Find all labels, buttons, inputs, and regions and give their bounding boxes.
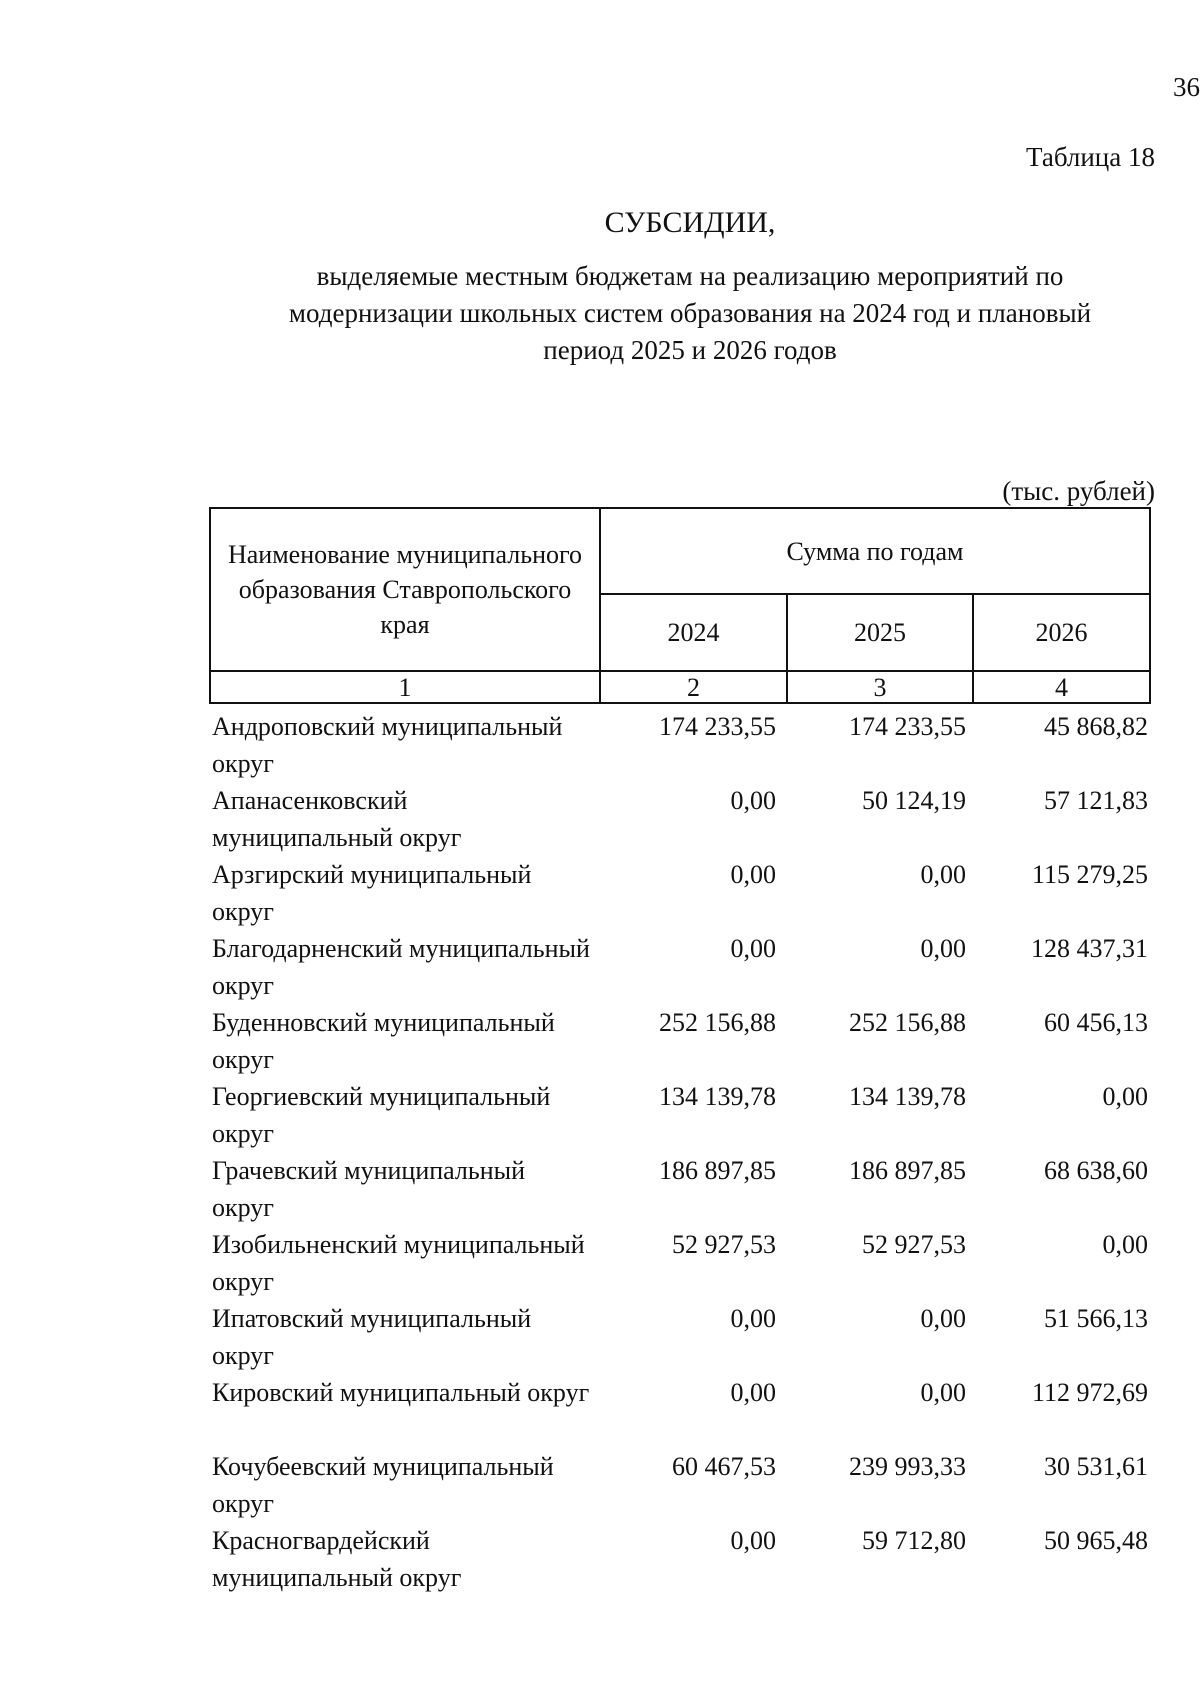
table-row bbox=[0, 704, 1200, 778]
subtitle-line-2: модернизации школьных систем образования на 2024 год и плановый bbox=[288, 298, 1092, 328]
municipality-name: Андроповский муниципальный округ bbox=[212, 712, 563, 778]
municipality-name: Георгиевский муниципальный округ bbox=[212, 1082, 551, 1148]
table-row bbox=[0, 852, 1200, 926]
municipality-name: Изобильненский муниципальный округ bbox=[212, 1230, 585, 1296]
column-number-3: 3 bbox=[873, 672, 887, 702]
table-row bbox=[0, 1148, 1200, 1222]
value-2026: 128 437,31 bbox=[1031, 934, 1148, 963]
table-row bbox=[0, 1222, 1200, 1296]
value-2024: 174 233,55 bbox=[659, 712, 776, 741]
table-body bbox=[0, 704, 1200, 1592]
value-2026: 0,00 bbox=[1102, 1230, 1148, 1259]
municipality-name: Ипатовский муниципальный округ bbox=[212, 1304, 532, 1370]
header-year-2026: 2026 bbox=[1035, 618, 1088, 647]
value-2024: 0,00 bbox=[730, 786, 776, 815]
value-2025: 0,00 bbox=[920, 1304, 966, 1333]
header-year-2024: 2024 bbox=[667, 618, 720, 647]
units-label: (тыс. рублей) bbox=[1002, 476, 1155, 506]
header-year-2025: 2025 bbox=[854, 618, 906, 647]
table-row bbox=[0, 1444, 1200, 1518]
document-subtitle bbox=[230, 258, 1150, 369]
value-2026: 60 456,13 bbox=[1044, 1008, 1148, 1037]
value-2025: 239 993,33 bbox=[849, 1452, 966, 1481]
value-2026: 68 638,60 bbox=[1044, 1156, 1148, 1185]
municipality-name: Кочубеевский муниципальный округ bbox=[212, 1452, 554, 1518]
value-2024: 0,00 bbox=[730, 1526, 776, 1555]
table-row bbox=[0, 1518, 1200, 1592]
subtitle-line-3: период 2025 и 2026 годов bbox=[543, 335, 837, 365]
value-2025: 186 897,85 bbox=[849, 1156, 966, 1185]
value-2024: 60 467,53 bbox=[672, 1452, 776, 1481]
table-row bbox=[0, 1074, 1200, 1148]
value-2024: 0,00 bbox=[730, 1304, 776, 1333]
value-2026: 45 868,82 bbox=[1044, 712, 1148, 741]
value-2026: 115 279,25 bbox=[1031, 860, 1148, 889]
column-number-2: 2 bbox=[687, 672, 700, 702]
value-2025: 134 139,78 bbox=[849, 1082, 966, 1111]
value-2024: 134 139,78 bbox=[659, 1082, 776, 1111]
municipality-name: Арзгирский муниципальный округ bbox=[212, 860, 532, 926]
value-2025: 52 927,53 bbox=[862, 1230, 966, 1259]
header-sum-by-years: Сумма по годам bbox=[786, 536, 964, 566]
table-row bbox=[0, 1000, 1200, 1074]
subtitle-line-1: выделяемые местным бюджетам на реализацию мероприятий по bbox=[316, 261, 1064, 291]
document-title: СУБСИДИИ, bbox=[604, 206, 776, 239]
table-row bbox=[0, 926, 1200, 1000]
value-2024: 252 156,88 bbox=[659, 1008, 776, 1037]
value-2026: 30 531,61 bbox=[1044, 1452, 1148, 1481]
value-2025: 0,00 bbox=[920, 860, 966, 889]
value-2025: 50 124,19 bbox=[862, 786, 966, 815]
municipality-name: Грачевский муниципальный округ bbox=[212, 1156, 526, 1222]
municipality-name: Апанасенковский муниципальный округ bbox=[212, 786, 462, 852]
value-2025: 59 712,80 bbox=[862, 1526, 966, 1555]
value-2026: 50 965,48 bbox=[1044, 1526, 1148, 1555]
table-label: Таблица 18 bbox=[1026, 142, 1155, 172]
column-number-1: 1 bbox=[398, 672, 412, 702]
page-number: 36 bbox=[1173, 72, 1200, 102]
value-2024: 0,00 bbox=[730, 934, 776, 963]
value-2024: 52 927,53 bbox=[672, 1230, 776, 1259]
value-2025: 0,00 bbox=[920, 1378, 966, 1407]
value-2026: 57 121,83 bbox=[1044, 786, 1148, 815]
header-name-column: Наименование муниципального образования Ставропольского края bbox=[227, 540, 583, 639]
value-2025: 252 156,88 bbox=[849, 1008, 966, 1037]
value-2026: 0,00 bbox=[1102, 1082, 1148, 1111]
municipality-name: Красногвардейский муниципальный округ bbox=[212, 1526, 462, 1592]
table-row bbox=[0, 1296, 1200, 1370]
municipality-name: Буденновский муниципальный округ bbox=[212, 1008, 555, 1074]
table-row bbox=[0, 1370, 1200, 1444]
value-2024: 0,00 bbox=[730, 860, 776, 889]
value-2024: 0,00 bbox=[730, 1378, 776, 1407]
value-2026: 112 972,69 bbox=[1031, 1378, 1148, 1407]
value-2024: 186 897,85 bbox=[659, 1156, 776, 1185]
table-row bbox=[0, 778, 1200, 852]
column-number-4: 4 bbox=[1055, 672, 1068, 702]
value-2026: 51 566,13 bbox=[1044, 1304, 1148, 1333]
value-2025: 0,00 bbox=[920, 934, 966, 963]
table-header bbox=[209, 507, 1151, 704]
municipality-name: Кировский муниципальный округ bbox=[212, 1378, 590, 1407]
value-2025: 174 233,55 bbox=[849, 712, 966, 741]
municipality-name: Благодарненский муниципальный округ bbox=[212, 934, 590, 1000]
